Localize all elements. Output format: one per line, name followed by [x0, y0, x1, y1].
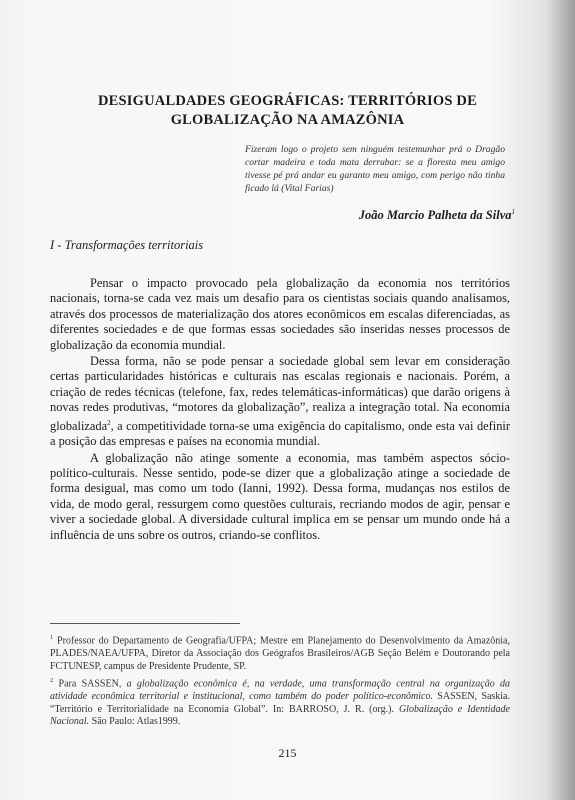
- footnote-2-intro: Para SASSEN,: [58, 678, 127, 690]
- article-title: [70, 92, 505, 130]
- article-title-line-1: DESIGUALDADES GEOGRÁFICAS: TERRITÓRIOS DE: [98, 93, 477, 109]
- paragraph-2: [50, 354, 510, 450]
- footnote-2-citation: SASSEN, Saskia. “Território e Territorialidade na Economia Global”. In: BARROSO, J. R. (org.).: [50, 691, 510, 715]
- footnote-1-mark: 1: [50, 634, 54, 641]
- footnote-2-quote: a globalização econômica é, na verdade, uma transformação central na organização da atividade econômica territorial e institucional, como também do poder político-econômico.: [50, 678, 511, 703]
- footnote-2-publisher: São Paulo: Atlas1999.: [89, 716, 181, 728]
- epigraph-text: Fizeram logo o projeto sem ninguém testemunhar prá o Dragão cortar madeira e toda mata derrubar: se a floresta meu amigo tivesse pé prá andar eu garanto meu amigo, com perigo não tinha ficado lá: [245, 144, 505, 194]
- footnote-2-mark: 2: [50, 677, 54, 685]
- epigraph: [245, 143, 505, 195]
- author-name: [359, 208, 515, 223]
- page-number: 215: [278, 746, 297, 760]
- footnote-2-book-title: Globalização e Identidade Nacional.: [50, 703, 510, 728]
- author-footnote-mark: 1: [511, 208, 515, 216]
- footnote-1-text: Professor do Departamento de Geografia/UFPA; Mestre em Planejamento do Desenvolvimento da Amazônia, PLADES/NAEA/UFPA, Diretor da Associação dos Geógrafos Brasileiros/AGB Seção Belém e Doutorando pela FCTUNESP, campus de Presidente Prudente, SP.: [50, 635, 510, 672]
- footnote-ref-2: 2: [107, 418, 111, 427]
- footnotes: [50, 632, 510, 731]
- paragraph-2-text-a: Dessa forma, não se pode pensar a sociedade global sem levar em consideração certas particularidades históricas e culturais nas escalas regionais e nacionais. Porém, a criação de redes técnicas (telefone, fax, redes telemáticas-informáticas) que darão origens à novas redes produtivas, “motores da globalização”, realiza a integração total. Na economia globalizada: [50, 354, 510, 433]
- footnote-2: [50, 675, 510, 729]
- article-title-line-2: GLOBALIZAÇÃO NA AMAZÔNIA: [170, 112, 405, 128]
- footnote-divider: [50, 623, 240, 624]
- paragraph-1: Pensar o impacto provocado pela globalização da economia nos territórios nacionais, torna-se cada vez mais um desafio para os cientistas sociais quando analisamos, através dos processos de materialização dos atores econômicos em escalas diferenciadas, as diferentes sociedades e de que formas essas sociedades são inseridas nesses processos de globalização da economia mundial.: [50, 276, 510, 352]
- paragraph-2-text-b: , a competitividade torna-se uma exigência do capitalismo, onde esta vai definir a posição das empresas e países na economia mundial.: [50, 418, 510, 449]
- body-text: [50, 276, 510, 544]
- footnote-1: [50, 632, 510, 673]
- epigraph-attribution: (Vital Farias): [281, 183, 334, 194]
- author-name-text: João Marcio Palheta da Silva: [358, 208, 512, 223]
- section-heading: I - Transformações territoriais: [50, 238, 204, 252]
- paragraph-3: A globalização não atinge somente a economia, mas também aspectos sócio-político-culturais. Nesse sentido, pode-se dizer que a globalização atinge a sociedade de forma desigual, mas como um todo (Ianni, 1992). Dessa forma, mudanças nos estilos de vida, de modo geral, ressurgem como questões culturais, recriando modos de agir, pensar e viver a sociedade global. A diversidade cultural implica em se pensar um mundo onde há a influência de uns sobre os outros, criando-se conflitos.: [50, 450, 510, 542]
